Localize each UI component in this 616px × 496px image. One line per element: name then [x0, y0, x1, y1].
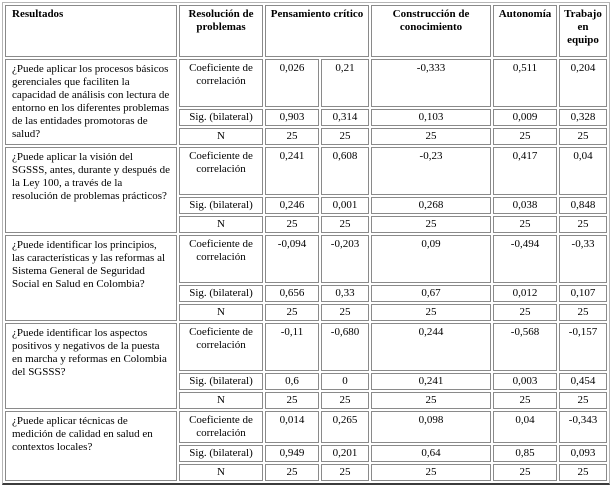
- value-cell: 0,21: [321, 59, 369, 107]
- row-label-n: N: [179, 392, 263, 409]
- value-cell: 25: [559, 392, 607, 409]
- value-cell: 25: [265, 216, 319, 233]
- value-cell: 0,33: [321, 285, 369, 302]
- row-label-coef: Coeficiente de correlación: [179, 59, 263, 107]
- value-cell: 0,038: [493, 197, 557, 214]
- col-header-trabajo-equipo: Trabajo en equipo: [559, 5, 607, 57]
- value-cell: 25: [493, 392, 557, 409]
- value-cell: 0,04: [559, 147, 607, 195]
- header-row: [5, 5, 607, 57]
- row-label-n: N: [179, 128, 263, 145]
- value-cell: 0,093: [559, 445, 607, 462]
- value-cell: 0,103: [371, 109, 491, 126]
- value-cell: 25: [371, 128, 491, 145]
- value-cell: 25: [265, 392, 319, 409]
- value-cell: 25: [265, 304, 319, 321]
- value-cell: 0,014: [265, 411, 319, 443]
- value-cell: 0,314: [321, 109, 369, 126]
- row-label-n: N: [179, 464, 263, 481]
- value-cell: -0,680: [321, 323, 369, 371]
- value-cell: -0,203: [321, 235, 369, 283]
- table-row-coef: [5, 59, 607, 107]
- value-cell: 0,265: [321, 411, 369, 443]
- row-label-sig: Sig. (bilateral): [179, 445, 263, 462]
- value-cell: 0,098: [371, 411, 491, 443]
- col-header-autonomia: Autonomía: [493, 5, 557, 57]
- value-cell: 0,417: [493, 147, 557, 195]
- value-cell: -0,33: [559, 235, 607, 283]
- value-cell: -0,157: [559, 323, 607, 371]
- table-row-coef: [5, 411, 607, 443]
- value-cell: 0,009: [493, 109, 557, 126]
- row-label-sig: Sig. (bilateral): [179, 285, 263, 302]
- value-cell: -0,494: [493, 235, 557, 283]
- value-cell: 25: [371, 304, 491, 321]
- value-cell: 25: [493, 128, 557, 145]
- value-cell: 0,903: [265, 109, 319, 126]
- question-cell: ¿Puede identificar los principios, las características y las reformas al Sistema General de Seguridad Social en Salud en Colombia?: [5, 235, 177, 321]
- value-cell: 0,608: [321, 147, 369, 195]
- value-cell: 25: [559, 464, 607, 481]
- value-cell: 0,107: [559, 285, 607, 302]
- value-cell: 0,204: [559, 59, 607, 107]
- question-cell: ¿Puede aplicar técnicas de medición de calidad en salud en contextos locales?: [5, 411, 177, 481]
- value-cell: 25: [321, 392, 369, 409]
- value-cell: 0,85: [493, 445, 557, 462]
- value-cell: 0,001: [321, 197, 369, 214]
- col-header-pensamiento-critico: Pensamiento crítico: [265, 5, 369, 57]
- value-cell: 0,04: [493, 411, 557, 443]
- row-label-sig: Sig. (bilateral): [179, 197, 263, 214]
- value-cell: 0,026: [265, 59, 319, 107]
- row-label-coef: Coeficiente de correlación: [179, 147, 263, 195]
- table-row-coef: [5, 147, 607, 195]
- value-cell: 0,64: [371, 445, 491, 462]
- value-cell: 0,656: [265, 285, 319, 302]
- value-cell: -0,23: [371, 147, 491, 195]
- value-cell: 0,201: [321, 445, 369, 462]
- value-cell: 25: [265, 128, 319, 145]
- value-cell: -0,343: [559, 411, 607, 443]
- row-label-sig: Sig. (bilateral): [179, 373, 263, 390]
- value-cell: 25: [371, 392, 491, 409]
- value-cell: 0,67: [371, 285, 491, 302]
- value-cell: 25: [321, 304, 369, 321]
- value-cell: 0,241: [371, 373, 491, 390]
- row-label-n: N: [179, 216, 263, 233]
- value-cell: 25: [371, 216, 491, 233]
- col-header-construccion-conocimiento: Construcción de conocimiento: [371, 5, 491, 57]
- value-cell: 25: [493, 464, 557, 481]
- value-cell: 0,6: [265, 373, 319, 390]
- value-cell: 0,09: [371, 235, 491, 283]
- value-cell: 0: [321, 373, 369, 390]
- value-cell: 25: [321, 216, 369, 233]
- value-cell: 0,848: [559, 197, 607, 214]
- row-label-n: N: [179, 304, 263, 321]
- question-cell: ¿Puede aplicar los procesos básicos gerenciales que faciliten la capacidad de análisis con lectura de entorno en los diferentes problemas de las entidades promotoras de salud?: [5, 59, 177, 145]
- value-cell: 0,241: [265, 147, 319, 195]
- value-cell: 25: [559, 216, 607, 233]
- table-row-coef: [5, 235, 607, 283]
- value-cell: 0,454: [559, 373, 607, 390]
- value-cell: 25: [321, 464, 369, 481]
- value-cell: 0,328: [559, 109, 607, 126]
- value-cell: 0,012: [493, 285, 557, 302]
- value-cell: 0,246: [265, 197, 319, 214]
- value-cell: -0,568: [493, 323, 557, 371]
- value-cell: 25: [559, 128, 607, 145]
- value-cell: -0,11: [265, 323, 319, 371]
- question-cell: ¿Puede identificar los aspectos positivos y negativos de la puesta en marcha y reformas en Colombia del SGSSS?: [5, 323, 177, 409]
- value-cell: 0,003: [493, 373, 557, 390]
- row-label-coef: Coeficiente de correlación: [179, 323, 263, 371]
- value-cell: 25: [265, 464, 319, 481]
- row-label-coef: Coeficiente de correlación: [179, 411, 263, 443]
- value-cell: 25: [493, 216, 557, 233]
- value-cell: 0,268: [371, 197, 491, 214]
- value-cell: 25: [493, 304, 557, 321]
- row-label-sig: Sig. (bilateral): [179, 109, 263, 126]
- value-cell: 25: [321, 128, 369, 145]
- value-cell: 25: [559, 304, 607, 321]
- correlation-table: [2, 2, 610, 485]
- value-cell: -0,333: [371, 59, 491, 107]
- value-cell: -0,094: [265, 235, 319, 283]
- value-cell: 25: [371, 464, 491, 481]
- question-cell: ¿Puede aplicar la visión del SGSSS, antes, durante y después de la Ley 100, a través de la resolución de problemas prácticos?: [5, 147, 177, 233]
- col-header-resultados: Resultados: [5, 5, 177, 57]
- col-header-resolucion-problemas: Resolución de problemas: [179, 5, 263, 57]
- table-row-coef: [5, 323, 607, 371]
- value-cell: 0,244: [371, 323, 491, 371]
- value-cell: 0,511: [493, 59, 557, 107]
- row-label-coef: Coeficiente de correlación: [179, 235, 263, 283]
- value-cell: 0,949: [265, 445, 319, 462]
